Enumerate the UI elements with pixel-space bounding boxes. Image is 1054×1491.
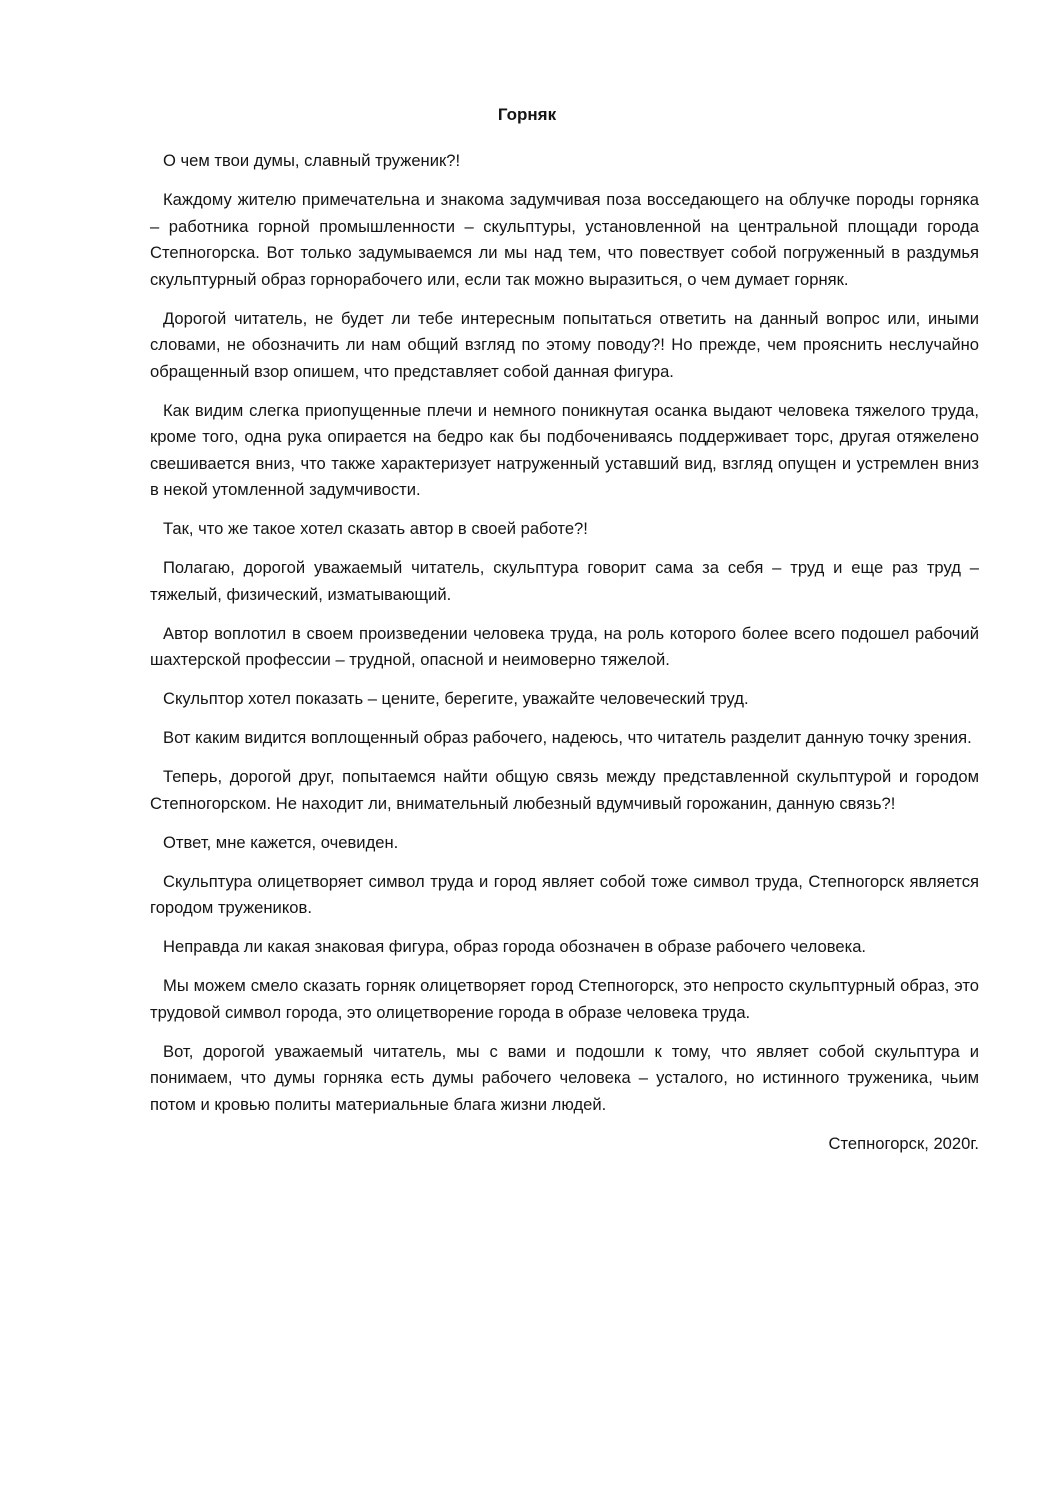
paragraph-15: Вот, дорогой уважаемый читатель, мы с вами и подошли к тому, что являет собой скульптура и понимаем, что думы горняка есть думы рабочего человека – усталого, но истинного труженика, чьим потом и кровью политы материальные блага жизни людей.: [150, 1041, 979, 1114]
paragraph-13: Неправда ли какая знаковая фигура, образ города обозначен в образе рабочего человека.: [163, 937, 867, 956]
paragraph-3: Дорогой читатель, не будет ли тебе интересным попытаться ответить на данный вопрос или, иными словами, не обозначить ли нам общий взгляд по этому поводу?! Но прежде, чем прояснить неслучайно обращенный взор опишем, что представляет собой данная фигура.: [150, 308, 979, 381]
paragraph-5: Так, что же такое хотел сказать автор в своей работе?!: [163, 519, 588, 538]
paragraph-2: Каждому жителю примечательна и знакома задумчивая поза восседающего на облучке породы горняка – работника горной промышленности – скульптуры, установленной на центральной площади города Степногорска. Вот только задумываемся ли мы над тем, что повествует собой погруженный в раздумья скульптурный образ горнорабочего или, если так можно выразиться, о чем думает горняк.: [150, 190, 979, 289]
paragraph-4: Как видим слегка приопущенные плечи и немного поникнутая осанка выдают человека тяжелого труда, кроме того, одна рука опирается на бедро как бы подбочениваясь поддерживает торс, другая отяжелено свешивается вниз, что также характеризует натруженный уставший вид, взгляд опущен и устремлен вниз в некой утомленной задумчивости.: [150, 400, 979, 499]
paragraph-10: Теперь, дорогой друг, попытаемся найти общую связь между представленной скульптурой и городом Степногорском. Не находит ли, внимательный любезный вдумчивый горожанин, данную связь?!: [150, 767, 979, 813]
paragraph-12: Скульптура олицетворяет символ труда и город являет собой тоже символ труда, Степногорск является городом тружеников.: [150, 871, 979, 917]
paragraph-6: Полагаю, дорогой уважаемый читатель, скульптура говорит сама за себя – труд и еще раз труд – тяжелый, физический, изматывающий.: [150, 558, 979, 604]
paragraph-7: Автор воплотил в своем произведении человека труда, на роль которого более всего подошел рабочий шахтерской профессии – трудной, опасной и неимоверно тяжелой.: [150, 623, 979, 669]
paragraph-9: Вот каким видится воплощенный образ рабочего, надеюсь, что читатель разделит данную точку зрения.: [163, 728, 972, 747]
paragraph-1: О чем твои думы, славный труженик?!: [163, 151, 461, 170]
document-title: Горняк: [497, 105, 557, 124]
signature-place-date: Степногорск, 2020г.: [828, 1133, 979, 1153]
paragraph-8: Скульптор хотел показать – цените, берегите, уважайте человеческий труд.: [163, 689, 749, 708]
paragraph-14: Мы можем смело сказать горняк олицетворяет город Степногорск, это непросто скульптурный образ, это трудовой символ города, это олицетворение города в образе человека труда.: [150, 976, 979, 1022]
document-body: [150, 148, 979, 1157]
paragraph-11: Ответ, мне кажется, очевиден.: [163, 832, 399, 852]
